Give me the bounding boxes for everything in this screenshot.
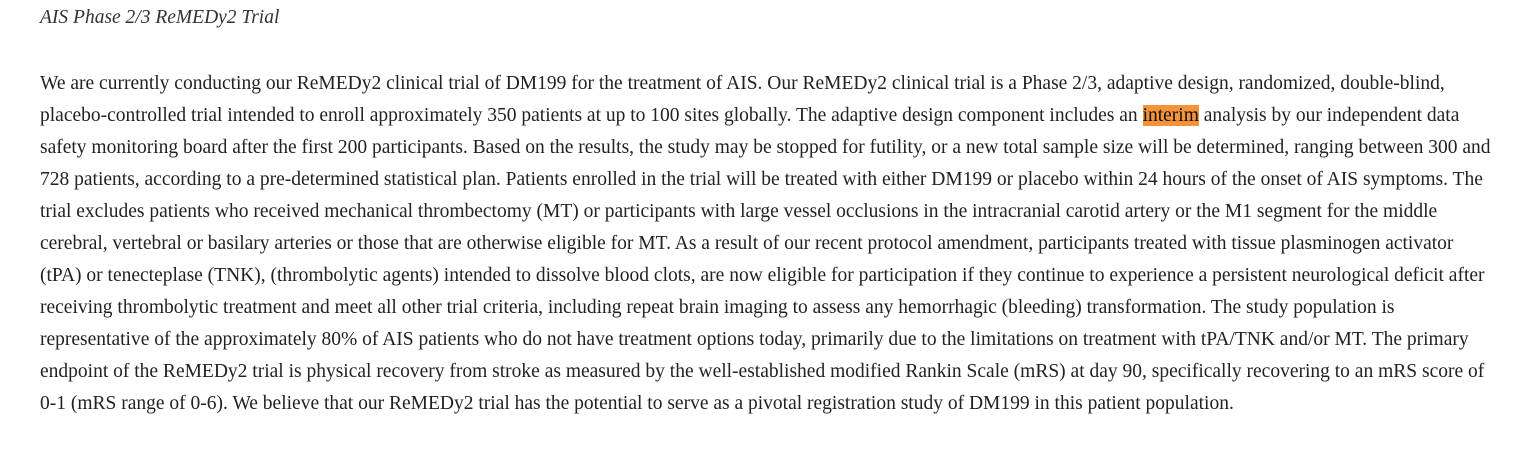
section-title: AIS Phase 2/3 ReMEDy2 Trial bbox=[40, 7, 280, 28]
document-body bbox=[40, 4, 1492, 420]
paragraph-text-end: analysis by our independent data safety monitoring board after the first 200 participants. Based on the results, the study may be stopped for futility, or a new total sample size will be determined, ranging between 300 and 728 patients, according to a pre-determined statistical plan. Patients enrolled in the trial will be treated with either DM199 or placebo within 24 hours of the onset of AIS symptoms. The trial excludes patients who received mechanical thrombectomy (MT) or participants with large vessel occlusions in the intracranial carotid artery or the M1 segment for the middle cerebral, vertebral or basilary arteries or those that are otherwise eligible for MT. As a result of our recent protocol amendment, participants treated with tissue plasminogen activator (tPA) or tenecteplase (TNK), (thrombolytic agents) intended to dissolve blood clots, are now eligible for participation if they continue to experience a persistent neurological deficit after receiving thrombolytic treatment and meet all other trial criteria, including repeat brain imaging to assess any hemorrhagic (bleeding) transformation. The study population is representative of the approximately 80% of AIS patients who do not have treatment options today, primarily due to the limitations on treatment with tPA/TNK and/or MT. The primary endpoint of the ReMEDy2 trial is physical recovery from stroke as measured by the well-established modified Rankin Scale (mRS) at day 90, specifically recovering to an mRS score of 0-1 (mRS range of 0-6). We believe that our ReMEDy2 trial has the potential to serve as a pivotal registration study of DM199 in this patient population. bbox=[40, 105, 1491, 414]
search-highlight: interim bbox=[1142, 105, 1199, 126]
paragraph-text-start: We are currently conducting our ReMEDy2 clinical trial of DM199 for the treatment of AIS. Our ReMEDy2 clinical trial is a Phase 2/3, adaptive design, randomized, double-blind, placebo-controlled trial intended to enroll approximately 350 patients at up to 100 sites globally. The adaptive design component includes an bbox=[40, 73, 1445, 126]
trial-description-paragraph bbox=[40, 68, 1492, 420]
